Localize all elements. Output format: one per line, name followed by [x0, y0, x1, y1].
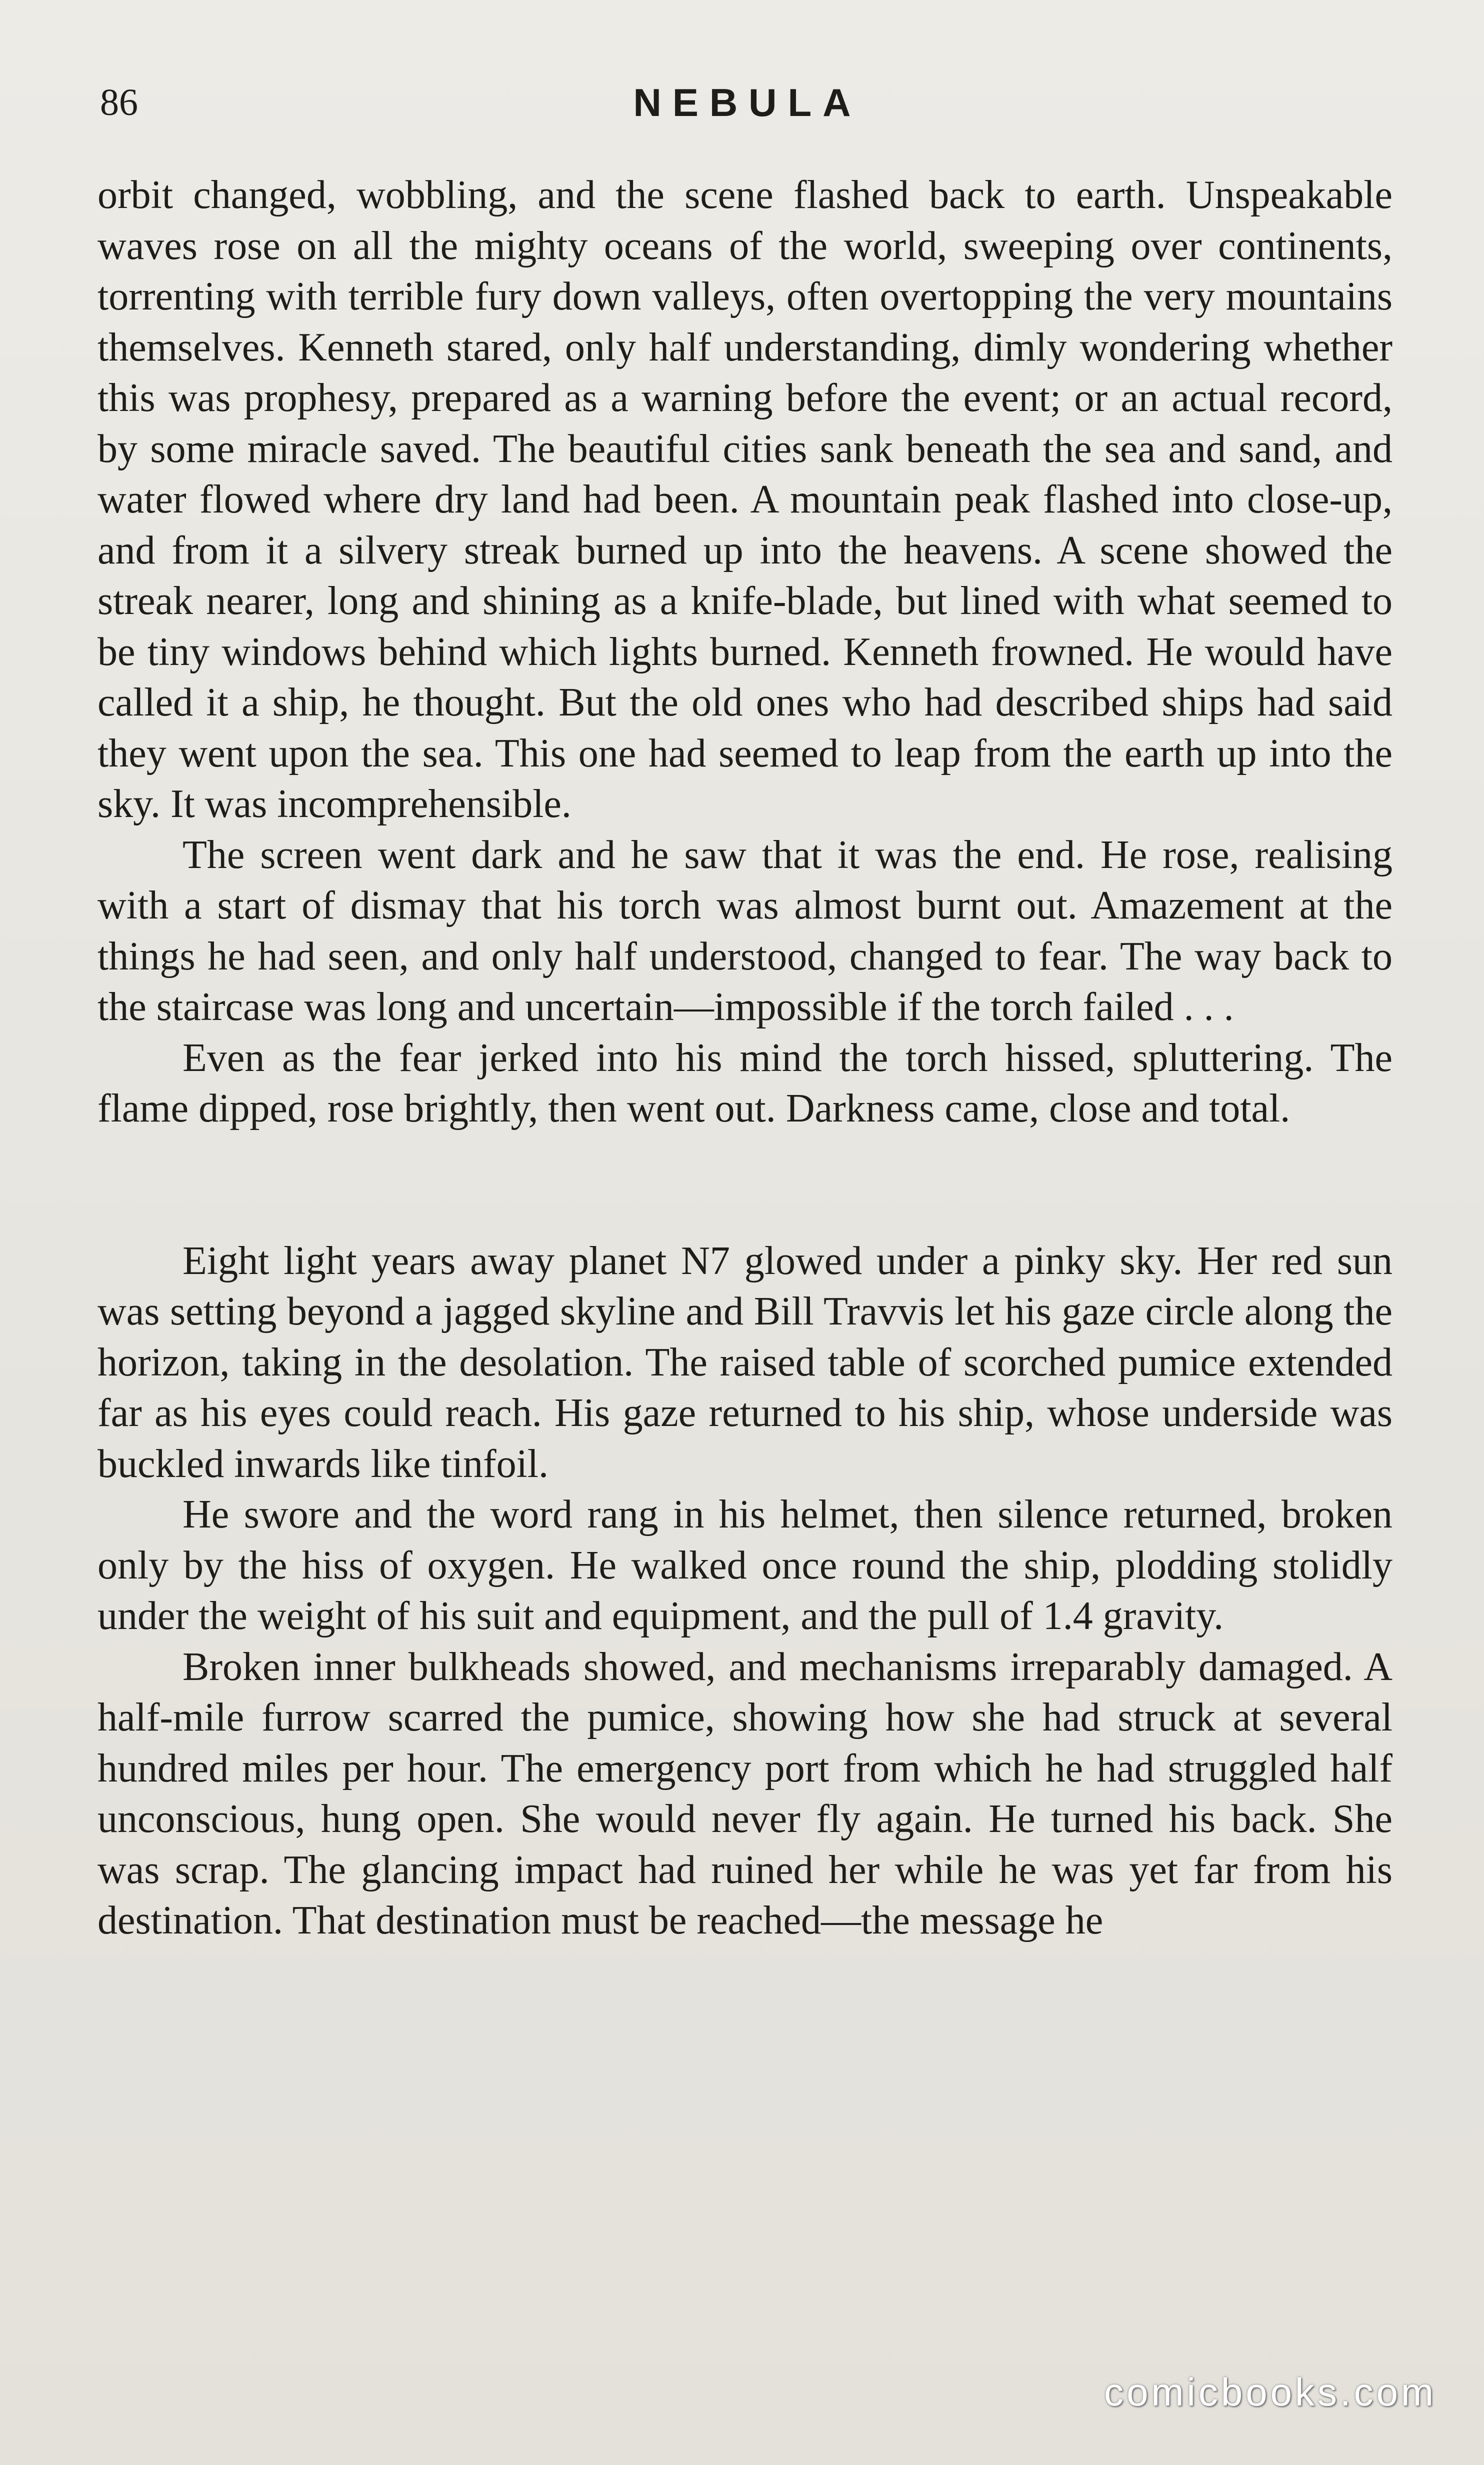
running-title: NEBULA: [633, 80, 862, 124]
paragraph: Broken inner bulkheads showed, and mechanisms irreparably damaged. A half-mile furrow scarred the pumice, showing how she had struck at several hundred miles per hour. The emergency port from which he had struggled half unconscious, hung open. She would never fly again. He turned his back. She was scrap. The glancing impact had ruined her while he was yet far from his destination. That destination must be reached—the message he: [98, 1644, 1392, 1942]
section-break: [98, 1134, 1392, 1236]
page-number: 86: [100, 82, 138, 124]
paragraph: Even as the fear jerked into his mind the torch hissed, spluttering. The flame dipped, rose brightly, then went out. Darkness came, close and total.: [98, 1036, 1392, 1130]
paragraph: The screen went dark and he saw that it was the end. He rose, realising with a start of dismay that his torch was almost burnt out. Amazement at the things he had seen, and only half understood, changed to fear. The way back to the staircase was long and uncertain—impossible if the torch failed . . .: [98, 832, 1392, 1029]
story-text: [98, 170, 1392, 1946]
paragraph: orbit changed, wobbling, and the scene flashed back to earth. Unspeakable waves rose on all the mighty oceans of the world, sweeping over continents, torrenting with terrible fury down valleys, often overtopping the very mountains themselves. Kenneth stared, only half understanding, dimly wondering whether this was prophesy, prepared as a warning before the event; or an actual record, by some miracle saved. The beautiful cities sank beneath the sea and sand, and water flowed where dry land had been. A mountain peak flashed into close-up, and from it a silvery streak burned up into the heavens. A scene showed the streak nearer, long and shining as a knife-blade, but lined with what seemed to be tiny windows behind which lights burned. Kenneth frowned. He would have called it a ship, he thought. But the old ones who had described ships had said they went upon the sea. This one had seemed to leap from the earth up into the sky. It was incomprehensible.: [98, 173, 1392, 826]
watermark: comicbooks.com: [1104, 2370, 1436, 2414]
paragraph: Eight light years away planet N7 glowed under a pinky sky. Her red sun was setting beyond a jagged skyline and Bill Travvis let his gaze circle along the horizon, taking in the desolation. The raised table of scorched pumice extended far as his eyes could reach. His gaze returned to his ship, whose underside was buckled inwards like tinfoil.: [98, 1238, 1392, 1486]
page-header: [100, 75, 1395, 130]
paragraph: He swore and the word rang in his helmet, then silence returned, broken only by the hiss of oxygen. He walked once round the ship, plodding stolidly under the weight of his suit and equipment, and the pull of 1.4 gravity.: [98, 1492, 1392, 1638]
